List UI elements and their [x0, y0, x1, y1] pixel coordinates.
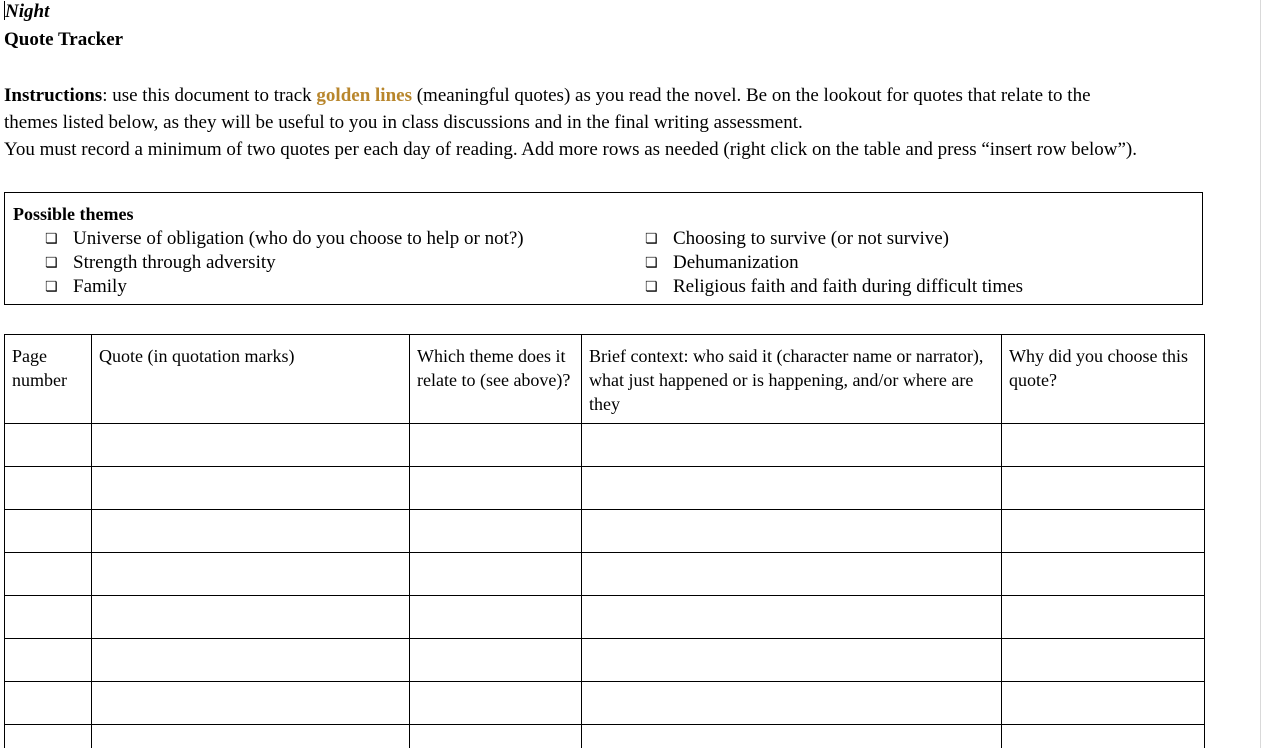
table-header-row	[5, 335, 1205, 424]
checkbox-icon: ❏	[645, 231, 658, 247]
quote-tracker-table	[4, 334, 1205, 748]
cell-page-number[interactable]	[5, 510, 92, 553]
instructions-label: Instructions	[4, 85, 103, 106]
theme-item	[645, 251, 1023, 275]
table-row	[5, 596, 1205, 639]
cell-why[interactable]	[1002, 682, 1205, 725]
instructions-line-3: You must record a minimum of two quotes per each day of reading. Add more rows as needed (right click on the table and press “insert row below”).	[4, 139, 1138, 160]
cell-theme[interactable]	[410, 424, 582, 467]
cell-why[interactable]	[1002, 424, 1205, 467]
table-row	[5, 553, 1205, 596]
cell-why[interactable]	[1002, 725, 1205, 748]
cell-context[interactable]	[582, 725, 1002, 748]
cell-quote[interactable]	[92, 596, 410, 639]
golden-lines-highlight: golden lines	[316, 85, 412, 106]
cell-why[interactable]	[1002, 639, 1205, 682]
instructions-line-1	[4, 82, 1254, 109]
document-subtitle: Quote Tracker	[4, 29, 124, 50]
theme-label: Dehumanization	[673, 252, 799, 273]
cell-theme[interactable]	[410, 553, 582, 596]
cell-quote[interactable]	[92, 553, 410, 596]
checkbox-icon: ❏	[645, 255, 658, 271]
cell-quote[interactable]	[92, 639, 410, 682]
cell-context[interactable]	[582, 467, 1002, 510]
instructions-text-after: (meaningful quotes) as you read the novel. Be on the lookout for quotes that relate to the	[411, 85, 1091, 106]
cell-context[interactable]	[582, 682, 1002, 725]
cell-quote[interactable]	[92, 424, 410, 467]
theme-label: Universe of obligation (who do you choose to help or not?)	[73, 228, 524, 249]
cell-theme[interactable]	[410, 596, 582, 639]
cell-why[interactable]	[1002, 510, 1205, 553]
theme-label: Strength through adversity	[73, 252, 276, 273]
cell-theme[interactable]	[410, 639, 582, 682]
cell-page-number[interactable]	[5, 725, 92, 748]
possible-themes-box	[4, 192, 1203, 305]
table-row	[5, 424, 1205, 467]
cell-page-number[interactable]	[5, 553, 92, 596]
cell-why[interactable]	[1002, 596, 1205, 639]
cell-theme[interactable]	[410, 510, 582, 553]
cell-quote[interactable]	[92, 510, 410, 553]
cell-quote[interactable]	[92, 467, 410, 510]
checkbox-icon: ❏	[45, 231, 58, 247]
header-why[interactable]: Why did you choose this quote?	[1002, 335, 1205, 424]
cell-page-number[interactable]	[5, 424, 92, 467]
instructions-line-2: themes listed below, as they will be useful to you in class discussions and in the final writing assessment.	[4, 112, 803, 133]
theme-item	[45, 227, 524, 251]
theme-item	[45, 275, 524, 299]
theme-item	[645, 227, 1023, 251]
table-row	[5, 725, 1205, 748]
cell-page-number[interactable]	[5, 682, 92, 725]
table-body	[5, 424, 1205, 748]
checkbox-icon: ❏	[45, 279, 58, 295]
cell-context[interactable]	[582, 639, 1002, 682]
cell-page-number[interactable]	[5, 596, 92, 639]
cell-why[interactable]	[1002, 467, 1205, 510]
cell-why[interactable]	[1002, 553, 1205, 596]
cell-page-number[interactable]	[5, 639, 92, 682]
cell-context[interactable]	[582, 510, 1002, 553]
cell-quote[interactable]	[92, 682, 410, 725]
header-page-number[interactable]: Page number	[5, 335, 92, 424]
cell-theme[interactable]	[410, 682, 582, 725]
document-title-text: Night	[5, 1, 50, 22]
theme-item	[45, 251, 524, 275]
table-row	[5, 639, 1205, 682]
cell-context[interactable]	[582, 553, 1002, 596]
theme-label: Religious faith and faith during difficult times	[673, 276, 1024, 297]
table-row	[5, 510, 1205, 553]
instructions-block	[4, 82, 1254, 163]
instructions-text-before: : use this document to track	[102, 85, 317, 106]
header-theme[interactable]: Which theme does it relate to (see above)?	[410, 335, 582, 424]
table-row	[5, 682, 1205, 725]
theme-item	[645, 275, 1023, 299]
themes-right-column	[645, 227, 1023, 299]
cell-context[interactable]	[582, 424, 1002, 467]
table-row	[5, 467, 1205, 510]
theme-label: Choosing to survive (or not survive)	[673, 228, 950, 249]
cell-theme[interactable]	[410, 725, 582, 748]
theme-label: Family	[73, 276, 127, 297]
header-quote[interactable]: Quote (in quotation marks)	[92, 335, 410, 424]
cell-context[interactable]	[582, 596, 1002, 639]
themes-left-column	[45, 227, 524, 299]
themes-heading: Possible themes	[13, 204, 134, 224]
cell-theme[interactable]	[410, 467, 582, 510]
checkbox-icon: ❏	[645, 279, 658, 295]
cell-page-number[interactable]	[5, 467, 92, 510]
checkbox-icon: ❏	[45, 255, 58, 271]
cell-quote[interactable]	[92, 725, 410, 748]
document-title[interactable]	[4, 0, 49, 24]
page-right-edge	[1260, 0, 1261, 748]
header-context[interactable]: Brief context: who said it (character name or narrator), what just happened or is happening, and/or where are they	[582, 335, 1002, 424]
